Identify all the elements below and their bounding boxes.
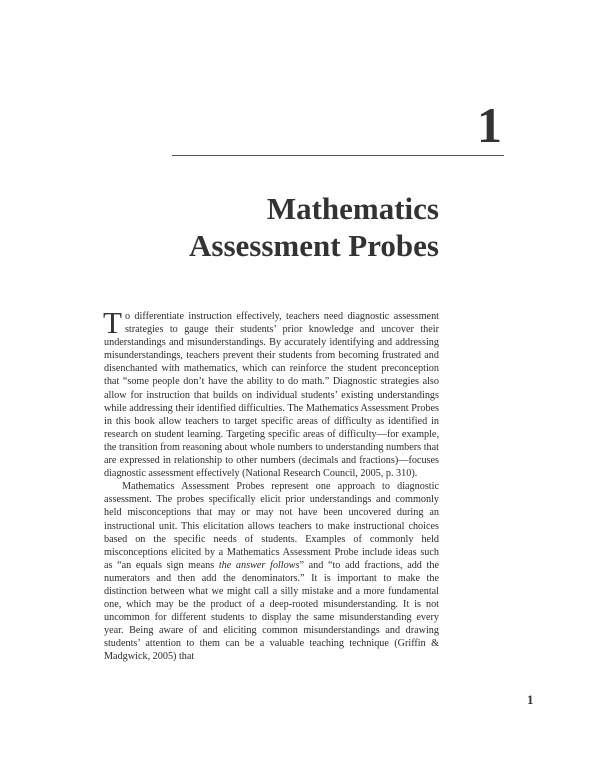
page-number: 1 bbox=[527, 692, 534, 707]
paragraph-2 bbox=[104, 480, 439, 663]
chapter-title-line-2: Assessment Probes bbox=[189, 228, 439, 263]
chapter-title-line-1: Mathematics bbox=[266, 191, 439, 226]
chapter-number: 1 bbox=[477, 97, 502, 153]
chapter-rule bbox=[172, 155, 504, 156]
paragraph-2-text-b: ” and “to add fractions, add the numerators and then add the denominators.” It is important to make the distinction between what we might call a silly mistake and a more fundamental one, which may be the product of a deep-rooted misunderstanding. It is not uncommon for different students to display the same misunderstanding every year. Being aware of and eliciting common misunderstandings and drawing students’ attention to them can be a valuable teaching technique (Griffin & Madgwick, 2005) that bbox=[104, 559, 439, 663]
paragraph-2-text-a: Mathematics Assessment Probes represent one approach to diagnostic assessment. The probes specifically elicit prior understandings and commonly held misconceptions that may or may not have been uncovered during an instructional unit. This elicitation allows teachers to make instructional choices based on the specific needs of students. Examples of commonly held misconceptions elicited by a Mathematics Assessment Probe include ideas such as “an equals sign means bbox=[104, 481, 439, 571]
chapter-title bbox=[189, 190, 439, 264]
paragraph-2-italic: the answer follows bbox=[218, 559, 300, 571]
paragraph-1-text: o differentiate instruction effectively, teachers need diagnostic assessment strategies to gauge their students’ prior knowledge and uncover their understandings and misunderstandings. By accurately identifying and addressing misunderstandings, teachers prevent their students from becoming frustrated and disenchanted with mathematics, which can reinforce the student preconception that “some people don’t have the ability to do math.” Diagnostic strategies also allow for instruction that builds on individual students’ existing understandings while addressing their identified difficulties. The Mathematics Assessment Probes in this book allow teachers to target specific areas of difficulty as identified in research on student learning. Targeting specific areas of difficulty—for example, the transition from reasoning about whole numbers to understanding numbers that are expressed in relationship to other numbers (decimals and fractions)—focuses diagnostic assessment effectively (National Research Council, 2005, p. 310). bbox=[104, 311, 439, 480]
paragraph-1 bbox=[103, 305, 439, 480]
drop-cap: T bbox=[103, 305, 122, 340]
body-text bbox=[103, 305, 439, 664]
